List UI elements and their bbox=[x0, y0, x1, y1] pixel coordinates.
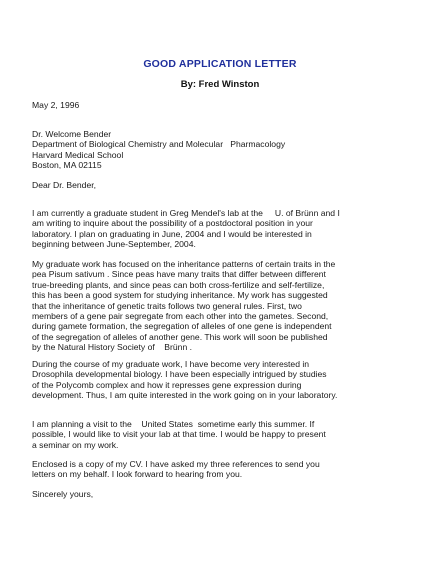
paragraph-line: that the inheritance of genetic traits follows two general rules. First, two bbox=[32, 300, 302, 311]
paragraph-interest bbox=[32, 359, 392, 401]
greeting-text: Dear Dr. Bender, bbox=[32, 180, 97, 190]
paragraph-line: During the course of my graduate work, I have become very interested in bbox=[32, 359, 310, 369]
paragraph-line: a seminar on my work. bbox=[32, 439, 119, 450]
address-line: Harvard Medical School bbox=[32, 149, 124, 160]
letter-title: GOOD APPLICATION LETTER bbox=[143, 58, 297, 70]
address-line: Boston, MA 02115 bbox=[32, 160, 102, 171]
paragraph-line: true-breeding plants, and since peas can both cross-fertilize and self-fertilize, bbox=[32, 279, 325, 290]
paragraph-enclosure bbox=[32, 459, 392, 480]
paragraph-line: possible, I would like to visit your lab at that time. I would be happy to present bbox=[32, 429, 326, 440]
date-text: May 2, 1996 bbox=[32, 100, 80, 110]
paragraph-intro bbox=[32, 208, 392, 250]
paragraph-line: Enclosed is a copy of my CV. I have asked my three references to send you bbox=[32, 459, 320, 469]
paragraph-line: members of a gene pair segregate from each other into the gametes. Second, bbox=[32, 311, 329, 322]
paragraph-line: Drosophila developmental biology. I have been especially intrigued by studies bbox=[32, 369, 327, 380]
paragraph-line: of the Polycomb complex and how it represses gene expression during bbox=[32, 379, 302, 390]
paragraph-line: My graduate work has focused on the inheritance patterns of certain traits in the bbox=[32, 259, 336, 269]
paragraph-line: this has been a good system for studying inheritance. My work has suggested bbox=[32, 290, 328, 301]
letter-byline: By: Fred Winston bbox=[180, 79, 260, 90]
paragraph-line: during gamete formation, the segregation of alleles of one gene is independent bbox=[32, 321, 332, 332]
paragraph-visit bbox=[32, 419, 392, 450]
salutation bbox=[32, 180, 392, 190]
paragraph-line: of the segregation of alleles of another gene. This work will soon be published bbox=[32, 331, 328, 342]
paragraph-line: I am planning a visit to the United States sometime early this summer. If bbox=[32, 419, 315, 429]
address-line: Dr. Welcome Bender bbox=[32, 129, 112, 139]
paragraph-line: letters on my behalf. I look forward to hearing from you. bbox=[32, 469, 243, 480]
paragraph-line: laboratory. I plan on graduating in June, 2004 and I would be interested in bbox=[32, 228, 312, 239]
paragraph-research bbox=[32, 259, 392, 353]
closing-text: Sincerely yours, bbox=[32, 489, 94, 499]
paragraph-line: by the Natural History Society of Brünn . bbox=[32, 342, 193, 353]
paragraph-line: development. Thus, I am quite interested in the work going on in your laboratory. bbox=[32, 390, 338, 401]
address-line: Department of Biological Chemistry and Molecular Pharmacology bbox=[32, 139, 286, 150]
paragraph-line: I am currently a graduate student in Greg Mendel's lab at the U. of Brünn and I bbox=[32, 208, 340, 218]
paragraph-line: beginning between June-September, 2004. bbox=[32, 239, 196, 250]
paragraph-line: pea Pisum sativum . Since peas have many traits that differ between different bbox=[32, 269, 326, 280]
letter-date bbox=[32, 100, 392, 110]
recipient-address bbox=[32, 129, 392, 171]
paragraph-line: am writing to inquire about the possibility of a postdoctoral position in your bbox=[32, 218, 313, 229]
letter-closing bbox=[32, 489, 392, 499]
